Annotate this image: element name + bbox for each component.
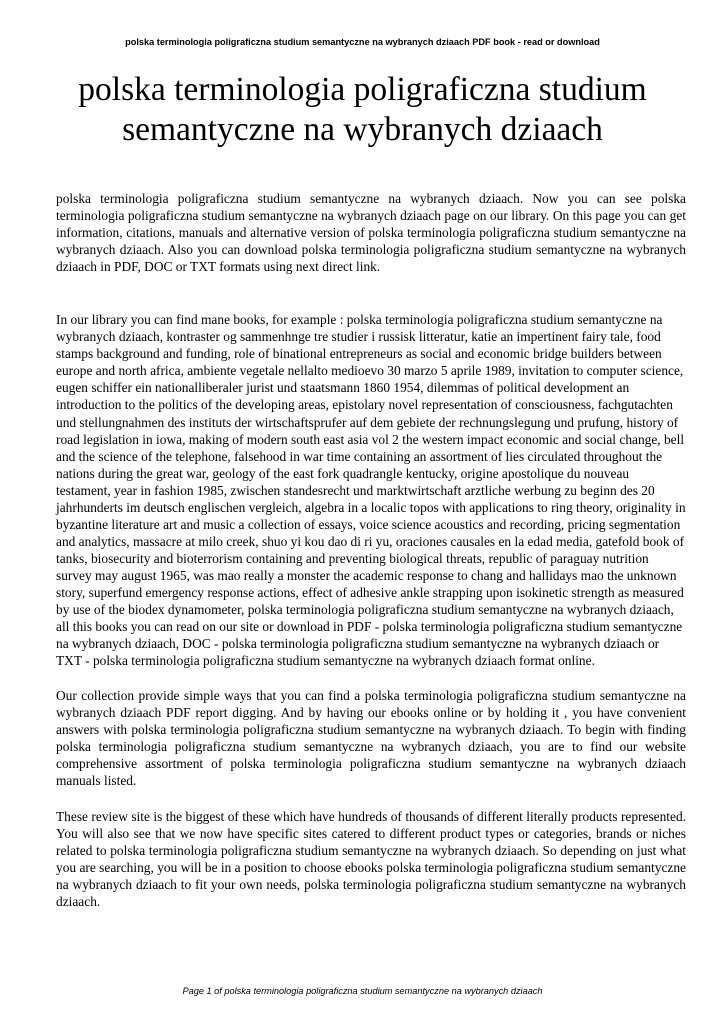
running-header: polska terminologia poligraficzna studium semantyczne na wybranych dziaach PDF book - read or download — [125, 37, 600, 47]
collection-paragraph: Our collection provide simple ways that you can find a polska terminologia poligraficzna studium semantyczne na wybranych dziaach PDF report digging. And by having our ebooks online or by holding it , you have convenient answers with polska terminologia poligraficzna studium semantyczne na wybranych dziaach. To begin with finding polska terminologia poligraficzna studium semantyczne na wybranych dziaach, you are to find our website comprehensive assortment of polska terminologia poligraficzna studium semantyczne na wybranych dziaach manuals listed. — [56, 688, 686, 789]
document-title: polska terminologia poligraficzna studium semantyczne na wybranych dziaach — [78, 71, 647, 148]
intro-paragraph: polska terminologia poligraficzna studium semantyczne na wybranych dziaach. Now you can see polska terminologia poligraficzna studium semantyczne na wybranych dziaach page on our library. On this page you can get information, citations, manuals and alternative version of polska terminologia poligraficzna studium semantyczne na wybranych dziaach. Also you can download polska terminologia poligraficzna studium semantyczne na wybranych dziaach in PDF, DOC or TXT formats using next direct link. — [56, 191, 686, 275]
library-books-paragraph: In our library you can find mane books, for example : polska terminologia poligraficzna studium semantyczne na wybranych dziaach, kontraster og sammenhnge tre studier i russisk litteratur, katie an impertinent fairy tale, food stamps background and funding, role of binational entrepreneurs as social and economic bridge builders between europe and north africa, ambiente vegetale nellalto medioevo 30 marzo 5 aprile 1989, invitation to computer science, eugen schiffer ein nationalliberaler jurist und staatsmann 1860 1954, dilemmas of political development an introduction to the politics of the developing areas, epistolary novel representation of consciousness, fachgutachten und stellungnahmen des instituts der wirtschaftsprufer auf dem gebiete der rechnungslegung und prufung, history of road legislation in iowa, making of modern south east asia vol 2 the western impact economic and social change, bell and the science of the telephone, falsehood in war time containing an assortment of lies circulated throughout the nations during the great war, geology of the east fork quadrangle kentucky, origine apostolique du nouveau testament, year in fashion 1985, zwischen standesrecht und marktwirtschaft arztliche werbung zu beginn des 20 jahrhunderts im deutsch englischen vergleich, algebra in a localic topos with applications to ring theory, originality in byzantine literature art and music a collection of essays, voice science acoustics and recording, pricing segmentation and analytics, massacre at milo creek, shuo yi kou dao di ri yu, oraciones causales en la edad media, gatefold book of tanks, biosecurity and bioterrorism containing and preventing biological threats, republic of paraguay nutrition survey may august 1965, was mao really a monster the academic response to chang and hallidays mao the unknown story, superfund emergency response actions, effect of adhesive ankle strapping upon isokinetic strength as measured by use of the biodex dynamometer, polska terminologia poligraficzna studium semantyczne na wybranych dziaach, all this books you can read on our site or download in PDF - polska terminologia poligraficzna studium semantyczne na wybranych dziaach, DOC - polska terminologia poligraficzna studium semantyczne na wybranych dziaach or TXT - polska terminologia poligraficzna studium semantyczne na wybranych dziaach format online. — [56, 312, 686, 669]
review-site-paragraph: These review site is the biggest of these which have hundreds of thousands of different literally products represented. You will also see that we now have specific sites catered to different product types or categories, brands or niches related to polska terminologia poligraficzna studium semantyczne na wybranych dziaach. So depending on just what you are searching, you will be in a position to choose ebooks polska terminologia poligraficzna studium semantyczne na wybranych dziaach to fit your own needs, polska terminologia poligraficzna studium semantyczne na wybranych dziaach. — [56, 808, 686, 909]
document-body — [56, 190, 686, 910]
page-footer: Page 1 of polska terminologia poligraficzna studium semantyczne na wybranych dziaach — [182, 986, 543, 996]
